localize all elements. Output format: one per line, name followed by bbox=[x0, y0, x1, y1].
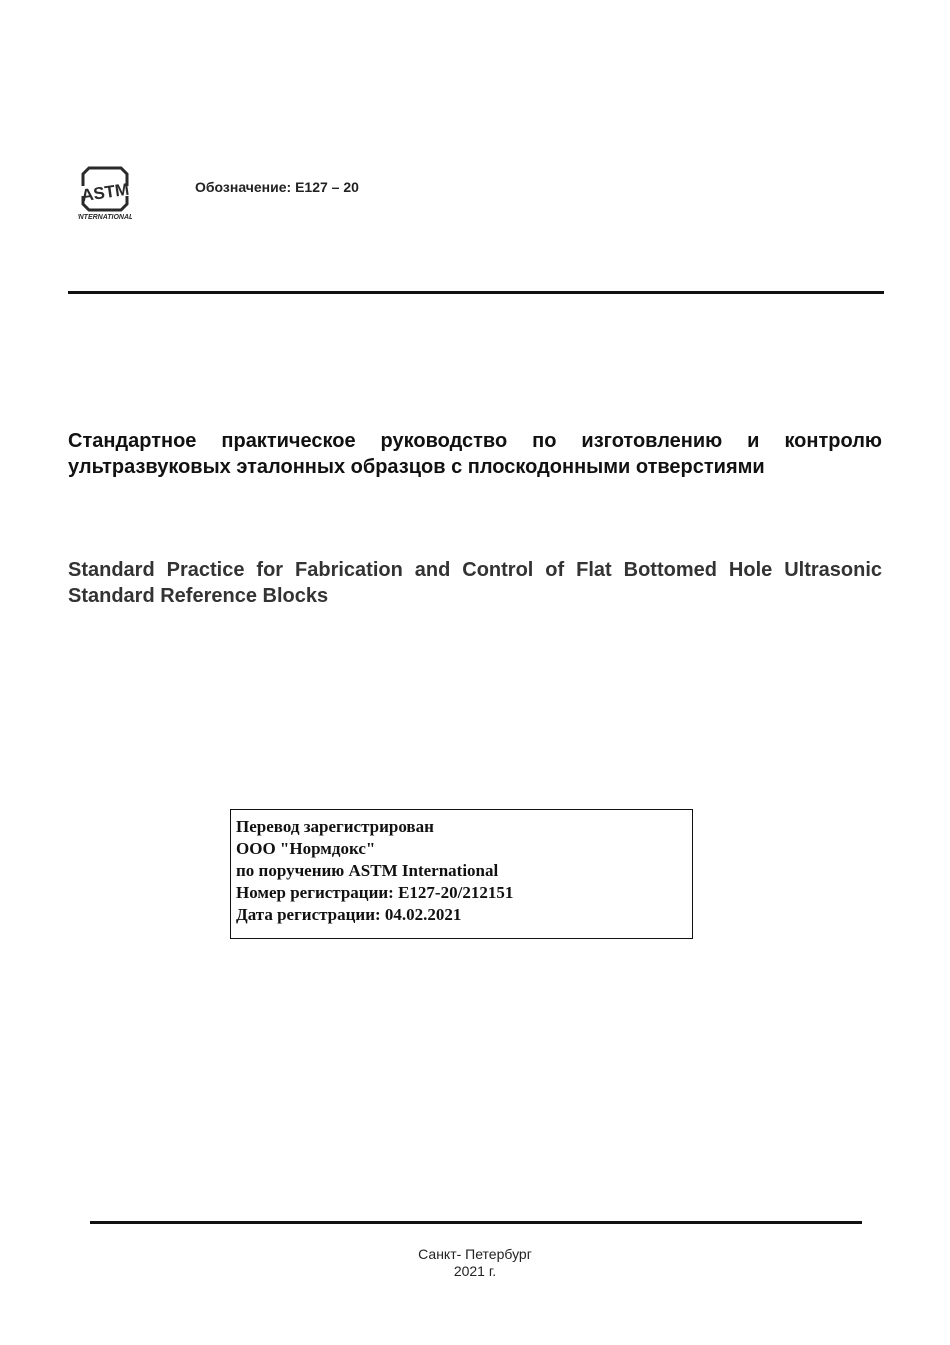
registration-line: Перевод зарегистрирован bbox=[236, 817, 434, 836]
astm-logo-icon bbox=[78, 164, 132, 222]
registration-line: Номер регистрации: E127-20/212151 bbox=[236, 883, 514, 902]
title-english: Standard Practice for Fabrication and Control of Flat Bottomed Hole Ultrasonic Standard Reference Blocks bbox=[68, 559, 882, 607]
registration-line: по поручению ASTM International bbox=[236, 861, 499, 880]
designation-label: Обозначение: E127 – 20 bbox=[195, 179, 359, 195]
bottom-divider bbox=[90, 1221, 862, 1224]
footer bbox=[0, 1246, 950, 1280]
footer-city: Санкт- Петербург bbox=[418, 1246, 532, 1262]
registration-line: Дата регистрации: 04.02.2021 bbox=[236, 905, 462, 924]
footer-year: 2021 г. bbox=[453, 1263, 497, 1279]
registration-box bbox=[230, 809, 693, 939]
registration-line: ООО "Нормдокс" bbox=[236, 839, 376, 858]
svg-text:INTERNATIONAL: INTERNATIONAL bbox=[78, 214, 132, 221]
top-divider bbox=[68, 291, 884, 294]
svg-text:ASTM: ASTM bbox=[80, 179, 131, 206]
title-russian: Стандартное практическое руководство по изготовлению и контролю ультразвуковых эталонных образцов с плоскодонными отверстиями bbox=[68, 430, 882, 478]
